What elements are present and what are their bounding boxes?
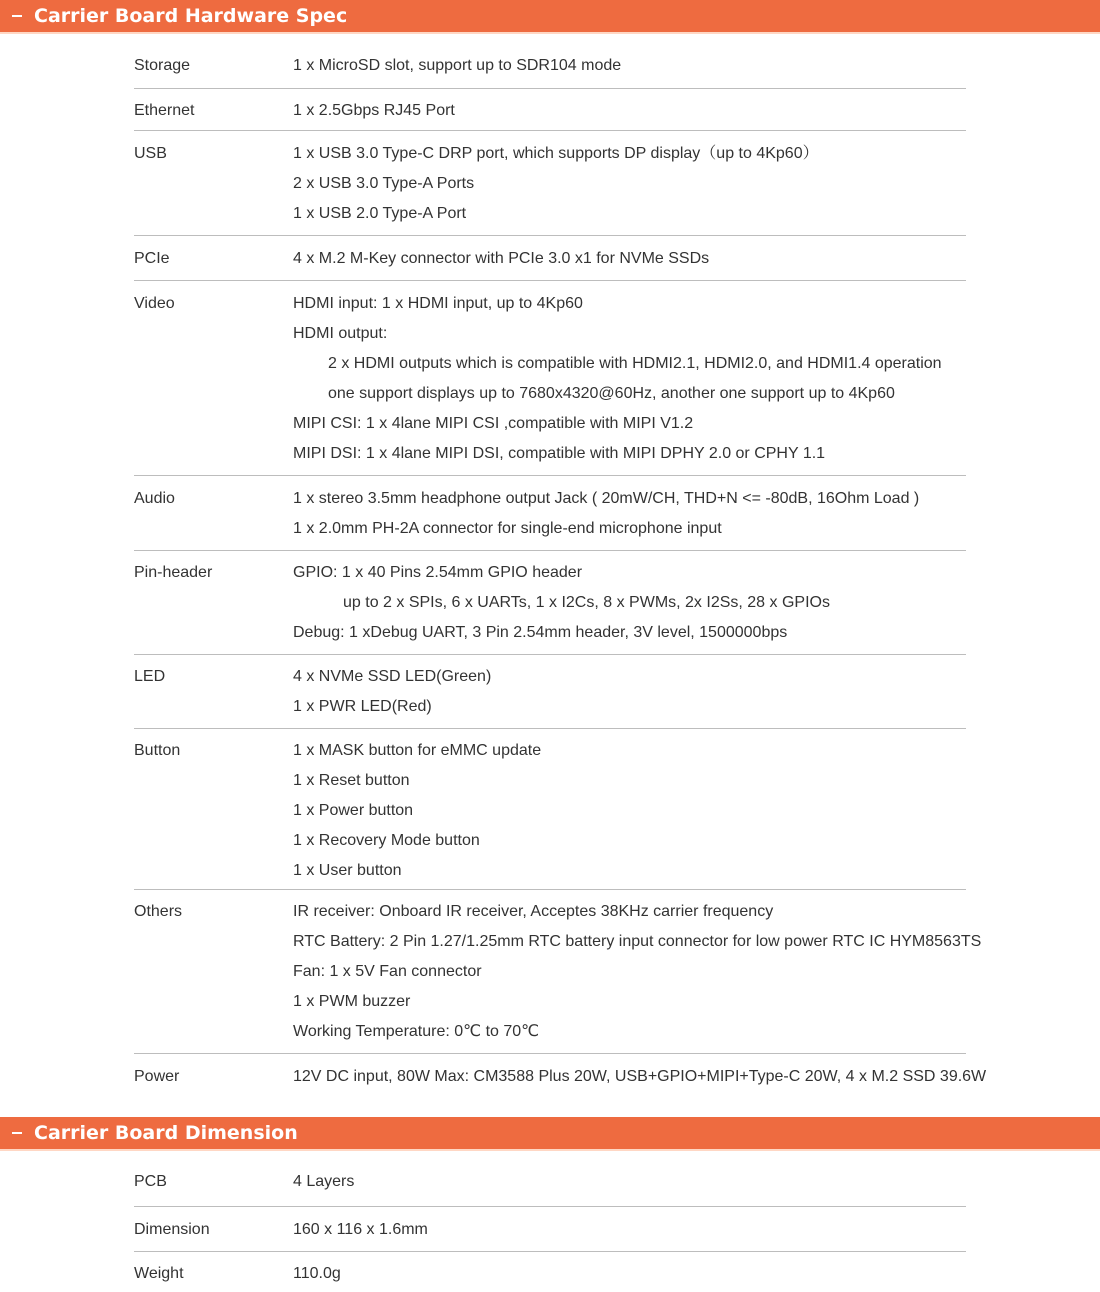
spec-row-usb: [134, 131, 966, 236]
spec-line: 4 x NVMe SSD LED(Green): [293, 668, 492, 685]
spec-line: 1 x USB 3.0 Type-C DRP port, which supports DP display（up to 4Kp60）: [293, 145, 819, 162]
spec-line: 4 x M.2 M-Key connector with PCIe 3.0 x1 for NVMe SSDs: [293, 250, 710, 267]
section-header-dimension[interactable]: [0, 1117, 1100, 1151]
spec-row-storage: [134, 51, 966, 89]
spec-line: 1 x stereo 3.5mm headphone output Jack ( 20mW/CH, THD+N <= -80dB, 16Ohm Load ): [293, 490, 920, 507]
spec-table-hardware: [134, 51, 987, 1114]
spec-line: 1 x User button: [293, 862, 402, 879]
spec-line: MIPI DSI: 1 x 4lane MIPI DSI, compatible with MIPI DPHY 2.0 or CPHY 1.1: [293, 445, 826, 462]
section-title: Carrier Board Dimension: [34, 1122, 298, 1144]
spec-value: [293, 96, 966, 130]
spec-key: PCIe: [134, 250, 170, 267]
spec-line: 1 x PWR LED(Red): [293, 698, 432, 715]
spec-line: 110.0g: [293, 1265, 341, 1282]
spec-value: [293, 1215, 966, 1251]
spec-line: 1 x MicroSD slot, support up to SDR104 mode: [293, 57, 622, 74]
spec-row-audio: [134, 476, 966, 551]
spec-line: 1 x USB 2.0 Type-A Port: [293, 205, 467, 222]
spec-line: one support displays up to 7680x4320@60Hz, another one support up to 4Kp60: [328, 385, 895, 402]
spec-value: [293, 662, 966, 728]
spec-line: Working Temperature: 0℃ to 70℃: [293, 1023, 540, 1040]
spec-row-pin-header: [134, 551, 966, 655]
spec-key: Video: [134, 295, 175, 312]
spec-value: [293, 139, 966, 235]
spec-line: 1 x PWM buzzer: [293, 993, 411, 1010]
spec-value: [293, 897, 981, 1053]
spec-key: PCB: [134, 1173, 167, 1190]
spec-key: Weight: [134, 1265, 184, 1282]
spec-row-pcb: [134, 1167, 966, 1207]
spec-line: 1 x Recovery Mode button: [293, 832, 480, 849]
spec-line: 2 x USB 3.0 Type-A Ports: [293, 175, 475, 192]
spec-key: Pin-header: [134, 564, 213, 581]
spec-key: Ethernet: [134, 102, 195, 119]
spec-value: [293, 289, 966, 475]
spec-value: [293, 51, 966, 88]
spec-line: 1 x Reset button: [293, 772, 410, 789]
spec-line: 1 x 2.0mm PH-2A connector for single-end microphone input: [293, 520, 722, 537]
spec-line: MIPI CSI: 1 x 4lane MIPI CSI ,compatible with MIPI V1.2: [293, 415, 694, 432]
spec-value: [293, 244, 966, 280]
spec-line: HDMI input: 1 x HDMI input, up to 4Kp60: [293, 295, 583, 312]
spec-key: USB: [134, 145, 167, 162]
spec-line: GPIO: 1 x 40 Pins 2.54mm GPIO header: [293, 564, 583, 581]
spec-line: 1 x Power button: [293, 802, 414, 819]
spec-line: up to 2 x SPIs, 6 x UARTs, 1 x I2Cs, 8 x PWMs, 2x I2Ss, 28 x GPIOs: [343, 594, 830, 611]
spec-row-video: [134, 281, 966, 476]
spec-row-ethernet: [134, 89, 966, 131]
spec-key: LED: [134, 668, 166, 685]
spec-key: Storage: [134, 57, 191, 74]
spec-line: 160 x 116 x 1.6mm: [293, 1221, 428, 1238]
spec-line: IR receiver: Onboard IR receiver, Acceptes 38KHz carrier frequency: [293, 903, 774, 920]
spec-key: Others: [134, 903, 183, 920]
spec-value: [293, 1062, 986, 1114]
spec-value: [293, 484, 966, 550]
spec-row-button: [134, 729, 966, 890]
spec-row-led: [134, 655, 966, 729]
spec-row-power: [134, 1054, 987, 1114]
spec-value: [293, 1167, 966, 1206]
spec-row-pcie: [134, 236, 966, 281]
spec-key: Audio: [134, 490, 175, 507]
collapse-icon[interactable]: [12, 1132, 22, 1134]
spec-line: Debug: 1 xDebug UART, 3 Pin 2.54mm header, 3V level, 1500000bps: [293, 624, 788, 641]
spec-line: 1 x 2.5Gbps RJ45 Port: [293, 102, 455, 119]
spec-line: 1 x MASK button for eMMC update: [293, 742, 542, 759]
spec-key: Power: [134, 1068, 180, 1085]
spec-row-others: [134, 890, 982, 1054]
section-title: Carrier Board Hardware Spec: [34, 5, 348, 27]
spec-row-dimension: [134, 1207, 966, 1252]
section-header-hardware-spec[interactable]: [0, 0, 1100, 34]
collapse-icon[interactable]: [12, 15, 22, 17]
spec-line: RTC Battery: 2 Pin 1.27/1.25mm RTC battery input connector for low power RTC IC HYM8563TS: [293, 933, 982, 950]
spec-line: 12V DC input, 80W Max: CM3588 Plus 20W, USB+GPIO+MIPI+Type-C 20W, 4 x M.2 SSD 39.6W: [293, 1068, 987, 1085]
spec-line: 4 Layers: [293, 1173, 355, 1190]
spec-row-weight: [134, 1252, 966, 1292]
spec-value: [293, 1259, 966, 1292]
spec-value: [293, 736, 966, 889]
spec-line: HDMI output:: [293, 325, 388, 342]
spec-key: Button: [134, 742, 181, 759]
spec-value: [293, 558, 966, 654]
spec-line: 2 x HDMI outputs which is compatible with HDMI2.1, HDMI2.0, and HDMI1.4 operation: [328, 355, 942, 372]
spec-table-dimension: [134, 1167, 966, 1292]
spec-key: Dimension: [134, 1221, 210, 1238]
spec-line: Fan: 1 x 5V Fan connector: [293, 963, 482, 980]
